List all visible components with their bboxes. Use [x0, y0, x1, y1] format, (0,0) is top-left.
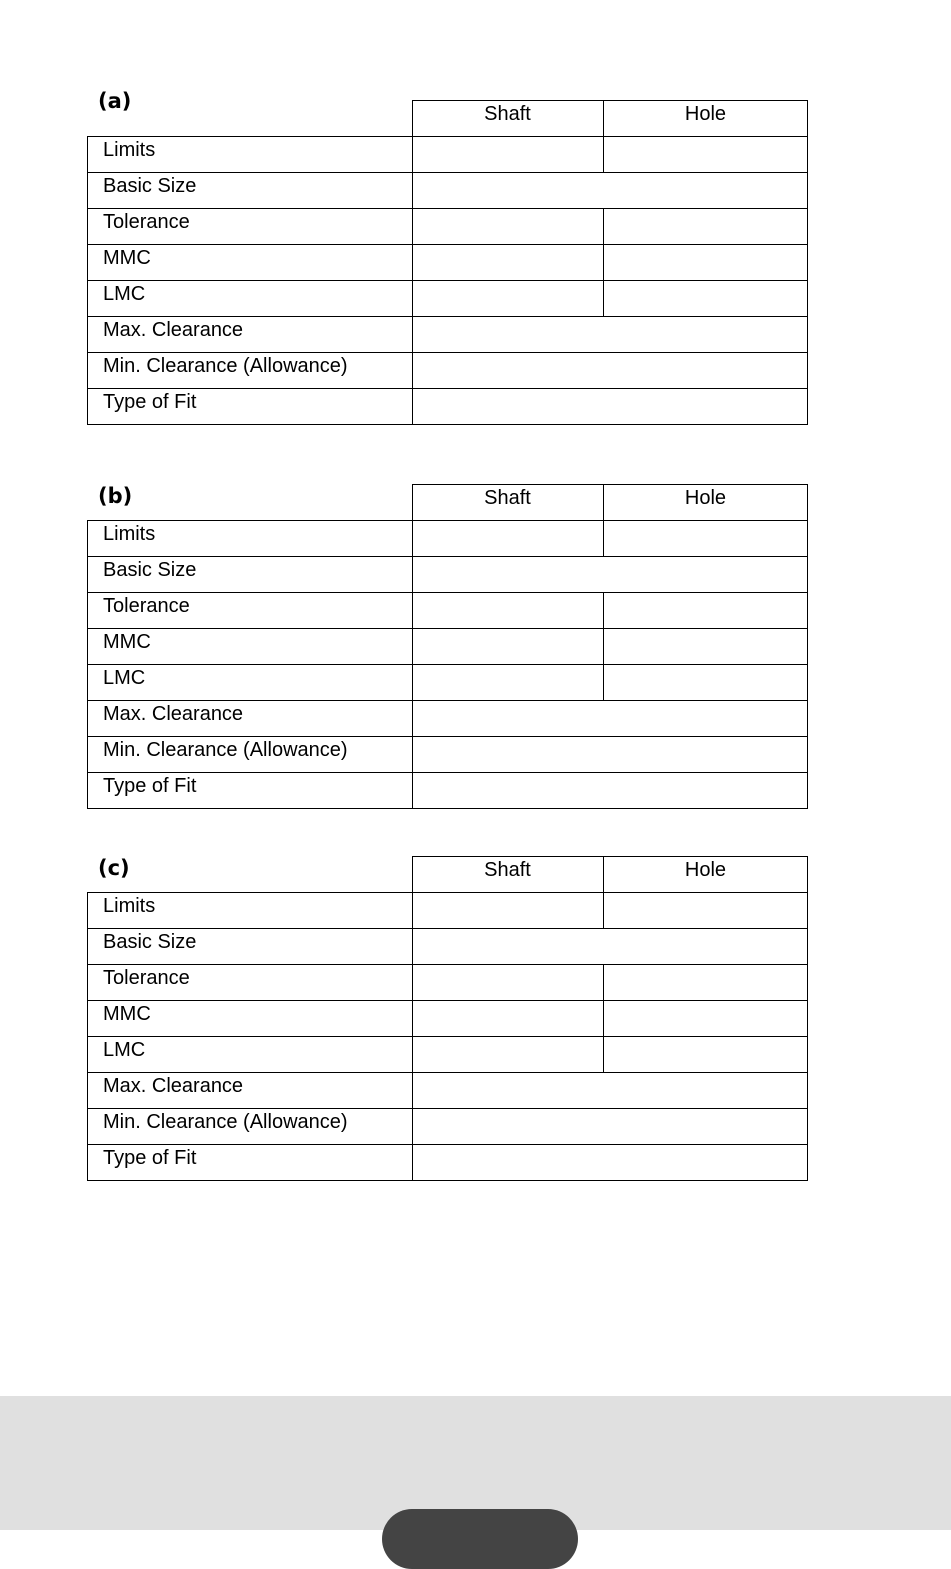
column-header-shaft: Shaft: [484, 859, 531, 881]
row-label: MMC: [103, 247, 151, 269]
row-label: MMC: [103, 631, 151, 653]
row-label: Type of Fit: [103, 391, 197, 413]
table-rule: [807, 856, 808, 1180]
row-label: Basic Size: [103, 559, 197, 581]
row-label: LMC: [103, 667, 146, 689]
home-indicator[interactable]: [382, 1509, 578, 1569]
row-label: Type of Fit: [103, 775, 197, 797]
table-rule: [603, 208, 604, 244]
column-header-shaft: Shaft: [484, 103, 531, 125]
row-label: Limits: [103, 139, 156, 161]
row-label: LMC: [103, 283, 146, 305]
section-label: (c): [98, 856, 130, 880]
row-label: Min. Clearance (Allowance): [103, 1111, 348, 1133]
table-rule: [603, 892, 604, 928]
row-label: Limits: [103, 523, 156, 545]
section-label: (b): [98, 484, 133, 508]
row-label: Limits: [103, 895, 156, 917]
table-rule: [603, 664, 604, 700]
row-label: Max. Clearance: [103, 703, 244, 725]
row-label: Tolerance: [103, 967, 190, 989]
table-rule: [807, 484, 808, 808]
column-header-hole: Hole: [684, 103, 727, 125]
row-label: MMC: [103, 1003, 151, 1025]
table-rule: [603, 520, 604, 556]
table-rule: [603, 1036, 604, 1072]
table-rule: [412, 484, 413, 808]
column-header-hole: Hole: [684, 487, 727, 509]
row-label: Max. Clearance: [103, 319, 244, 341]
table-rule: [412, 100, 413, 424]
row-label: Tolerance: [103, 595, 190, 617]
table-rule: [87, 1180, 808, 1181]
table-rule: [603, 244, 604, 280]
row-label: Type of Fit: [103, 1147, 197, 1169]
section-label: (a): [98, 89, 132, 113]
table-rule: [603, 280, 604, 316]
table-rule: [807, 100, 808, 424]
table-rule: [603, 136, 604, 172]
table-rule: [87, 808, 808, 809]
row-label: Basic Size: [103, 931, 197, 953]
row-label: LMC: [103, 1039, 146, 1061]
row-label: Basic Size: [103, 175, 197, 197]
column-header-shaft: Shaft: [484, 487, 531, 509]
row-label: Min. Clearance (Allowance): [103, 355, 348, 377]
row-label: Max. Clearance: [103, 1075, 244, 1097]
column-header-hole: Hole: [684, 859, 727, 881]
row-label: Min. Clearance (Allowance): [103, 739, 348, 761]
table-rule: [412, 856, 413, 1180]
table-rule: [603, 628, 604, 664]
table-rule: [603, 1000, 604, 1036]
table-rule: [87, 424, 808, 425]
table-rule: [603, 592, 604, 628]
bottom-navigation-bar: [0, 1396, 951, 1530]
table-rule: [603, 964, 604, 1000]
row-label: Tolerance: [103, 211, 190, 233]
